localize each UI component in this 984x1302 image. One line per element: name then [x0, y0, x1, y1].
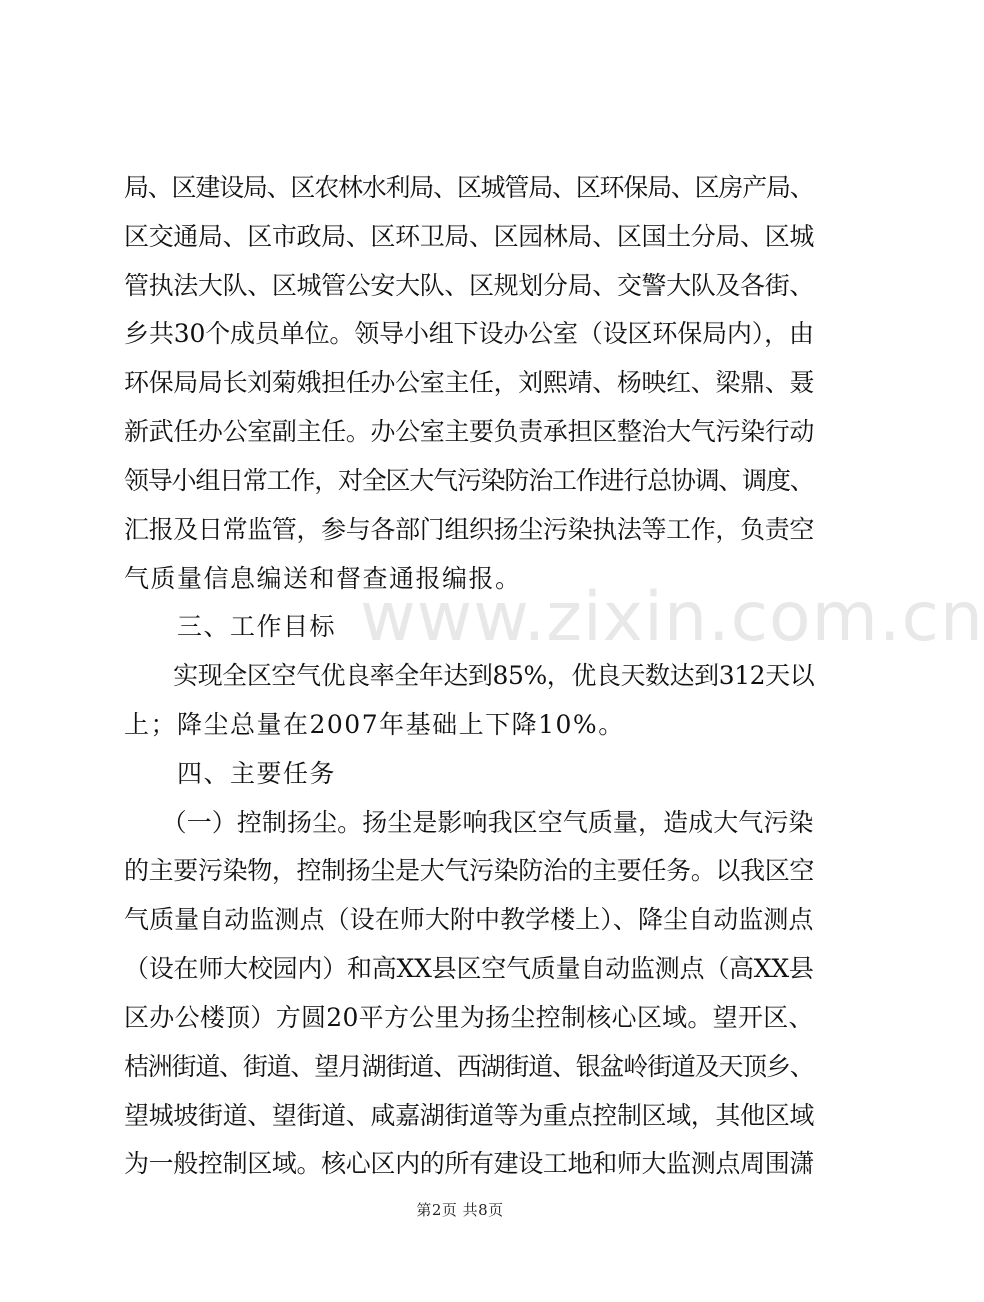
text-line: 汇报及日常监管，参与各部门组织扬尘污染执法等工作，负责空	[124, 515, 815, 544]
text-line: 新武任办公室副主任。办公室主要负责承担区整治大气污染行动	[124, 417, 815, 446]
text-line: 桔洲街道、街道、望月湖街道、西湖街道、银盆岭街道及天顶乡、	[124, 1052, 814, 1081]
text-line: 的主要污染物，控制扬尘是大气污染防治的主要任务。以我区空	[124, 856, 815, 885]
text-line: 气质量信息编送和督查通报编报。	[124, 564, 522, 593]
page-number-footer: 第2页 共8页	[416, 1201, 504, 1219]
section-heading: 四、主要任务	[124, 759, 337, 788]
text-line: 区交通局、区市政局、区环卫局、区园林局、区国土分局、区城	[124, 222, 815, 251]
section-heading: 三、工作目标	[124, 612, 337, 641]
text-line: 实现全区空气优良率全年达到85%，优良天数达到312天以	[124, 661, 815, 690]
text-line: 为一般控制区域。核心区内的所有建设工地和师大监测点周围潇	[124, 1149, 815, 1178]
text-line: 望城坡街道、望街道、咸嘉湖街道等为重点控制区域，其他区域	[124, 1101, 815, 1130]
text-line: 区办公楼顶）方圆20平方公里为扬尘控制核心区域。望开区、	[124, 1003, 814, 1032]
text-line: （一）控制扬尘。扬尘是影响我区空气质量，造成大气污染	[124, 808, 814, 837]
text-line: 领导小组日常工作，对全区大气污染防治工作进行总协调、调度、	[124, 466, 814, 495]
text-line: （设在师大校园内）和高XX县区空气质量自动监测点（高XX县	[124, 954, 814, 983]
text-line: 局、区建设局、区农林水利局、区城管局、区环保局、区房产局、	[124, 173, 814, 202]
text-line: 乡共30个成员单位。领导小组下设办公室（设区环保局内），由	[124, 319, 814, 348]
text-line: 管执法大队、区城管公安大队、区规划分局、交警大队及各街、	[124, 271, 815, 300]
text-line: 气质量自动监测点（设在师大附中教学楼上）、降尘自动监测点	[124, 905, 814, 934]
watermark: www.zixin.com.cn	[360, 578, 984, 657]
text-line: 上；降尘总量在2007年基础上下降10%。	[124, 710, 625, 739]
text-line: 环保局局长刘菊娥担任办公室主任，刘熙靖、杨映红、梁鼎、聂	[124, 368, 815, 397]
